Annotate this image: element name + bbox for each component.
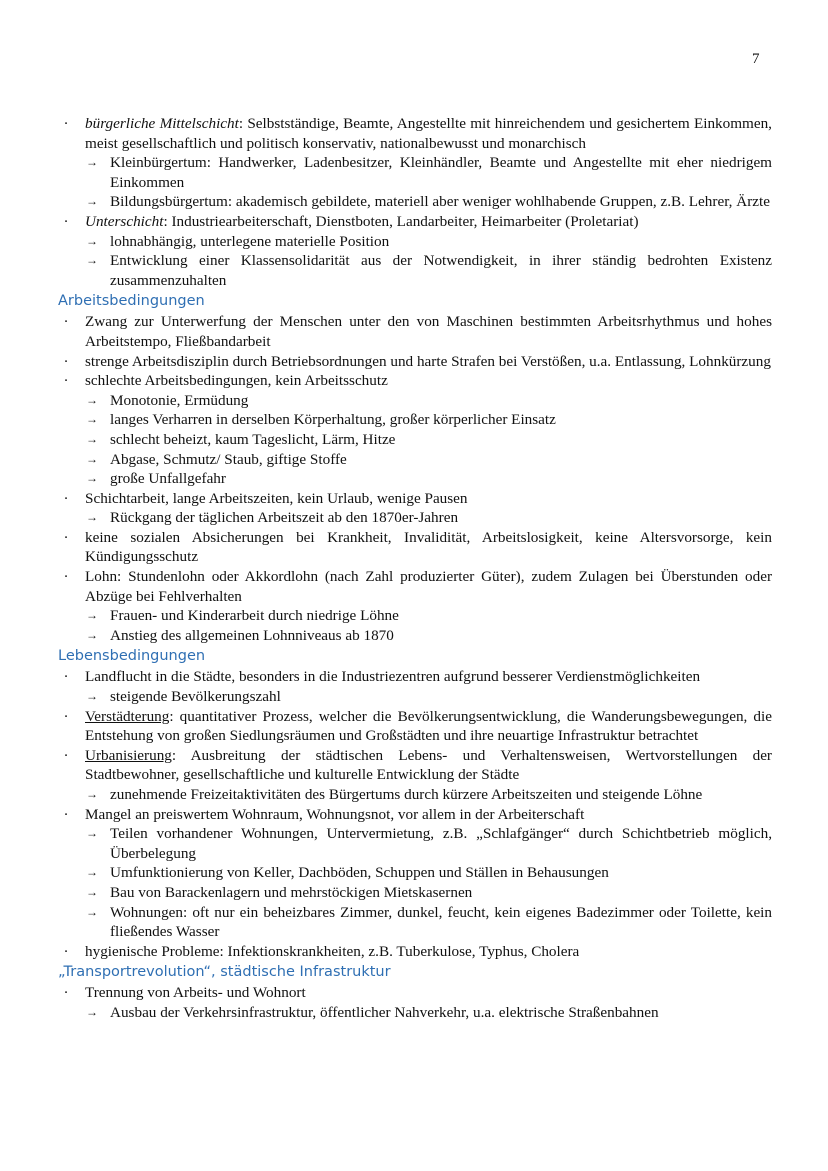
item-body: langes Verharren in derselben Körperhaltung, großer körperlicher Einsatz (110, 411, 556, 429)
item-text (85, 312, 772, 351)
sub-bullet-item (58, 626, 772, 646)
sub-bullet-item (58, 430, 772, 450)
item-body: schlechte Arbeitsbedingungen, kein Arbeitsschutz (85, 372, 388, 390)
item-body: : Ausbreitung der städtischen Lebens- und Verhaltensweisen, Wertvorstellungen der Stadtbewohner, gesellschaftliche und kulturelle Entwicklung der Städte (85, 746, 772, 784)
item-body: Rückgang der täglichen Arbeitszeit ab den 1870er-Jahren (110, 509, 459, 527)
item-text (110, 1003, 772, 1023)
item-body: Lohn: Stundenlohn oder Akkordlohn (nach Zahl produzierter Güter), zudem Zulagen bei Überstunden oder Abzüge bei Fehlverhalten (85, 568, 772, 605)
item-body: Mangel an preiswertem Wohnraum, Wohnungsnot, vor allem in der Arbeiterschaft (85, 805, 585, 823)
section (58, 290, 772, 645)
item-text (85, 942, 772, 962)
arrow-right-icon: → (86, 510, 98, 525)
item-text (110, 153, 772, 192)
arrow-right-icon: → (86, 253, 98, 268)
item-body: Frauen- und Kinderarbeit durch niedrige Löhne (110, 607, 399, 625)
section (58, 961, 772, 1022)
sub-bullet-item (58, 232, 772, 252)
sub-bullet-item (58, 469, 772, 489)
section (58, 645, 772, 961)
item-body: hygienische Probleme: Infektionskrankheiten, z.B. Tuberkulose, Typhus, Cholera (85, 942, 580, 960)
item-body: keine sozialen Absicherungen bei Krankheit, Invalidität, Arbeitslosigkeit, keine Altersvorsorge, kein Kündigungsschutz (85, 528, 772, 566)
page-number: 7 (752, 51, 760, 67)
bullet-item (58, 371, 772, 391)
item-body: Trennung von Arbeits- und Wohnort (85, 984, 306, 1002)
item-body: : quantitativer Prozess, welcher die Bevölkerungsentwicklung, die Wanderungsbewegungen, die Entstehung von großen Siedlungsräumen und Großstädten und ihre neuartige Infrastruktur betrachtet (85, 707, 772, 745)
item-text (85, 528, 772, 567)
item-body: schlecht beheizt, kaum Tageslicht, Lärm, Hitze (110, 430, 396, 448)
bullet-dot-icon: · (63, 212, 69, 230)
bullet-dot-icon: · (63, 489, 69, 507)
item-body: steigende Bevölkerungszahl (110, 688, 281, 706)
item-body: Landflucht in die Städte, besonders in die Industriezentren aufgrund besserer Verdienstmöglichkeiten (85, 668, 701, 686)
item-body: Umfunktionierung von Keller, Dachböden, Schuppen und Ställen in Behausungen (110, 864, 609, 882)
arrow-right-icon: → (86, 826, 98, 841)
bullet-dot-icon: · (63, 707, 69, 725)
bullet-item (58, 528, 772, 567)
bullet-item (58, 983, 772, 1003)
section-heading: „Transportrevolution“, städtische Infrastruktur (58, 964, 391, 981)
arrow-right-icon: → (86, 608, 98, 623)
item-body: Ausbau der Verkehrsinfrastruktur, öffentlicher Nahverkehr, u.a. elektrische Straßenbahnen (110, 1003, 659, 1021)
item-text (110, 863, 772, 883)
sub-bullet-item (58, 824, 772, 863)
sub-bullet-item (58, 450, 772, 470)
bullet-dot-icon: · (63, 942, 69, 960)
item-text (110, 626, 772, 646)
item-text (110, 785, 772, 805)
bullet-dot-icon: · (63, 568, 69, 586)
item-text (85, 212, 772, 232)
arrow-right-icon: → (86, 627, 98, 642)
item-body: Monotonie, Ermüdung (110, 391, 249, 409)
arrow-right-icon: → (86, 155, 98, 170)
item-text (110, 410, 772, 430)
bullet-dot-icon: · (63, 668, 69, 686)
item-body: : Industriearbeiterschaft, Dienstboten, Landarbeiter, Heimarbeiter (Proletariat) (163, 212, 639, 230)
arrow-right-icon: → (86, 233, 98, 248)
arrow-right-icon: → (86, 865, 98, 880)
item-text (85, 371, 772, 391)
sub-bullet-item (58, 153, 772, 192)
item-text (110, 232, 772, 252)
item-body: Bau von Barackenlagern und mehrstöckigen Mietskasernen (110, 883, 473, 901)
arrow-right-icon: → (86, 787, 98, 801)
bullet-item (58, 667, 772, 687)
arrow-right-icon: → (86, 431, 98, 446)
arrow-right-icon: → (86, 451, 98, 466)
bullet-item (58, 114, 772, 153)
arrow-right-icon: → (86, 392, 98, 407)
bullet-item (58, 805, 772, 825)
arrow-right-icon: → (86, 194, 98, 209)
bullet-dot-icon: · (63, 352, 69, 370)
bullet-dot-icon: · (63, 372, 69, 390)
sub-bullet-item (58, 883, 772, 903)
section (58, 114, 772, 290)
bullet-item (58, 707, 772, 746)
sub-bullet-item (58, 606, 772, 626)
sub-bullet-item (58, 410, 772, 430)
arrow-right-icon: → (86, 904, 98, 919)
arrow-right-icon: → (86, 884, 98, 899)
item-text (110, 687, 772, 707)
item-body: Bildungsbürgertum: akademisch gebildete, materiell aber weniger wohlhabende Gruppen, z.B. Lehrer, Ärzte (110, 193, 770, 211)
sub-bullet-item (58, 1003, 772, 1023)
bullet-dot-icon: · (63, 115, 69, 132)
bullet-item (58, 567, 772, 606)
section-heading: Lebensbedingungen (58, 648, 206, 665)
item-term: Urbanisierung (85, 746, 172, 764)
item-text (110, 251, 772, 290)
item-text (110, 883, 772, 903)
item-body: Entwicklung einer Klassensolidarität aus der Notwendigkeit, in ihrer ständig bedrohten Existenz zusammenzuhalten (110, 252, 772, 289)
item-body: Schichtarbeit, lange Arbeitszeiten, kein Urlaub, wenige Pausen (85, 489, 468, 507)
sub-bullet-item (58, 391, 772, 411)
item-text (110, 903, 772, 942)
arrow-right-icon: → (86, 689, 98, 704)
bullet-item (58, 746, 772, 785)
sub-bullet-item (58, 687, 772, 707)
bullet-dot-icon: · (63, 746, 69, 764)
item-body: Abgase, Schmutz/ Staub, giftige Stoffe (110, 450, 347, 468)
bullet-item (58, 942, 772, 962)
item-text (110, 430, 772, 450)
arrow-right-icon: → (86, 471, 98, 486)
sub-bullet-item (58, 192, 772, 212)
bullet-dot-icon: · (63, 805, 69, 823)
item-body: große Unfallgefahr (110, 470, 226, 488)
sub-bullet-item (58, 785, 772, 805)
arrow-right-icon: → (86, 412, 98, 427)
item-term: Verstädterung (85, 707, 170, 725)
item-body: : Selbstständige, Beamte, Angestellte mit hinreichendem und gesichertem Einkommen, meist gesellschaftlich und politisch konservativ, nationalbewusst und monarchisch (85, 115, 772, 152)
item-text (85, 707, 772, 746)
item-text (85, 805, 772, 825)
item-text (110, 606, 772, 626)
item-body: Zwang zur Unterwerfung der Menschen unter den von Maschinen bestimmten Arbeitsrhythmus und hohes Arbeitstempo, Fließbandarbeit (85, 313, 772, 350)
item-text (85, 352, 772, 372)
bullet-dot-icon: · (63, 313, 69, 331)
item-text (110, 450, 772, 470)
item-body: lohnabhängig, unterlegene materielle Position (110, 232, 390, 250)
item-body: Wohnungen: oft nur ein beheizbares Zimmer, dunkel, feucht, kein eigenes Badezimmer oder Toilette, kein fließendes Wasser (110, 903, 772, 941)
bullet-dot-icon: · (63, 528, 69, 546)
document-body (58, 114, 772, 1023)
item-body: zunehmende Freizeitaktivitäten des Bürgertums durch kürzere Arbeitszeiten und steigende Löhne (110, 786, 703, 803)
bullet-item (58, 212, 772, 232)
item-text (85, 489, 772, 509)
sub-bullet-item (58, 863, 772, 883)
item-body: Teilen vorhandener Wohnungen, Untervermietung, z.B. „Schlafgänger“ durch Schichtbetrieb möglich, Überbelegung (110, 825, 772, 862)
item-text (110, 469, 772, 489)
item-body: Kleinbürgertum: Handwerker, Ladenbesitzer, Kleinhändler, Beamte und Angestellte mit eher niedrigem Einkommen (110, 154, 772, 191)
bullet-item (58, 312, 772, 351)
item-text (110, 824, 772, 863)
item-text (85, 567, 772, 606)
item-text (85, 114, 772, 153)
item-text (110, 192, 772, 212)
sub-bullet-item (58, 903, 772, 942)
item-term: bürgerliche Mittelschicht (85, 115, 239, 132)
item-body: Anstieg des allgemeinen Lohnniveaus ab 1870 (110, 626, 394, 644)
item-text (110, 508, 772, 528)
bullet-dot-icon: · (63, 984, 69, 1002)
bullet-item (58, 352, 772, 372)
item-body: strenge Arbeitsdisziplin durch Betriebsordnungen und harte Strafen bei Verstößen, u.a. Entlassung, Lohnkürzung (85, 352, 771, 370)
sub-bullet-item (58, 508, 772, 528)
arrow-right-icon: → (86, 1004, 98, 1019)
sub-bullet-item (58, 251, 772, 290)
item-text (85, 667, 772, 687)
item-text (85, 746, 772, 785)
section-heading: Arbeitsbedingungen (58, 293, 205, 310)
item-text (85, 983, 772, 1003)
bullet-item (58, 489, 772, 509)
item-term: Unterschicht (85, 212, 164, 230)
item-text (110, 391, 772, 411)
